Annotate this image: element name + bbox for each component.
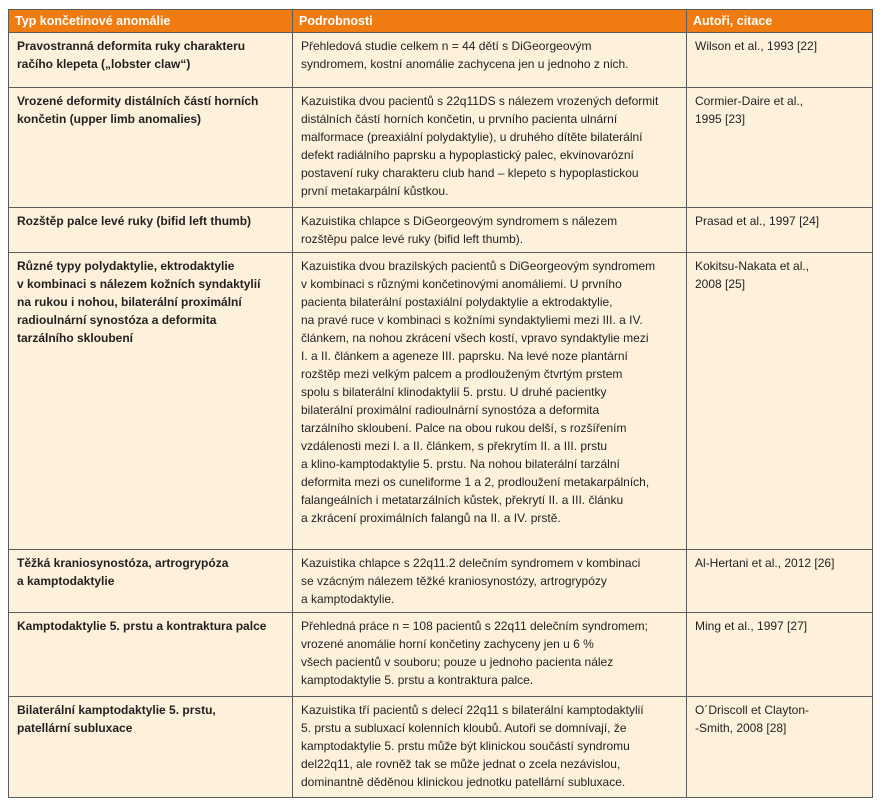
table-row: [9, 613, 873, 697]
anomaly-type-cell: Pravostranná deformita ruky charakteru račího klepeta („lobster claw“): [9, 33, 293, 88]
header-authors: Autoři, citace: [687, 10, 873, 33]
authors-cell: Wilson et al., 1993 [22]: [687, 33, 873, 88]
anomaly-type-cell: Rozštěp palce levé ruky (bifid left thumb): [9, 208, 293, 253]
table-row: [9, 253, 873, 550]
details-cell: Kazuistika dvou pacientů s 22q11DS s nálezem vrozených deformit distálních částí horních končetin, u prvního pacienta ulnární malformace (preaxiální polydaktylie), u druhého dítěte bilaterální defekt radiálního paprsku a hypoplastický palec, ekvinovarózní postavení ruky charakteru club hand – klepeto s hypoplastickou první metakarpální kůstkou.: [293, 88, 687, 208]
authors-cell: Al-Hertani et al., 2012 [26]: [687, 550, 873, 613]
table-row: [9, 550, 873, 613]
authors-cell: O´Driscoll et Clayton- -Smith, 2008 [28]: [687, 697, 873, 798]
table-row: [9, 33, 873, 88]
table-row: [9, 697, 873, 798]
details-cell: Přehledová studie celkem n = 44 dětí s DiGeorgeovým syndromem, kostní anomálie zachycena jen u jednoho z nich.: [293, 33, 687, 88]
limb-anomalies-table: [8, 9, 873, 798]
details-cell: Kazuistika tří pacientů s delecí 22q11 s bilaterální kamptodaktylií 5. prstu a subluxací kolenních kloubů. Autoři se domnívají, že kamptodaktylie 5. prstu může být klinickou součástí syndromu del22q11, ale rovněž tak se může jednat o zcela nezávislou, dominantně děděnou klinickou jednotku patellární subluxace.: [293, 697, 687, 798]
authors-cell: Cormier-Daire et al., 1995 [23]: [687, 88, 873, 208]
table-row: [9, 208, 873, 253]
table-row: [9, 88, 873, 208]
header-details: Podrobnosti: [293, 10, 687, 33]
anomaly-type-cell: Těžká kraniosynostóza, artrogrypóza a kamptodaktylie: [9, 550, 293, 613]
details-cell: Přehledná práce n = 108 pacientů s 22q11 delečním syndromem; vrozené anomálie horní končetiny zachyceny jen u 6 % všech pacientů v souboru; pouze u jednoho pacienta nález kamptodaktylie 5. prstu a kontraktura palce.: [293, 613, 687, 697]
header-anomaly-type: Typ končetinové anomálie: [9, 10, 293, 33]
anomaly-type-cell: Vrozené deformity distálních částí horních končetin (upper limb anomalies): [9, 88, 293, 208]
anomaly-type-cell: Kamptodaktylie 5. prstu a kontraktura palce: [9, 613, 293, 697]
details-cell: Kazuistika dvou brazilských pacientů s DiGeorgeovým syndromem v kombinaci s různými končetinovými anomáliemi. U prvního pacienta bilaterální postaxiální polydaktylie a ektrodaktylie, na pravé ruce v kombinaci s kožními syndaktyliemi mezi III. a IV. článkem, na nohou zkrácení všech kostí, vpravo syndaktylie mezi I. a II. článkem a ageneze III. paprsku. Na levé noze plantární rozštěp mezi velkým palcem a prodlouženým čtvrtým prstem spolu s bilaterální klinodaktylií 5. prstu. U druhé pacientky bilaterální proximální radioulnární synostóza a deformita tarzálního skloubení. Palce na obou rukou delší, s rozšířením vzdálenosti mezi I. a II. článkem, s překrytím II. a III. prstu a klino-kamptodaktylie 5. prstu. Na nohou bilaterální tarzální deformita mezi os cuneliforme 1 a 2, prodloužení metakarpálních, falangeálních i metatarzálních kůstek, překrytí II. a III. článku a zkrácení proximálních falangů na II. a IV. prstě.: [293, 253, 687, 550]
details-cell: Kazuistika chlapce s 22q11.2 delečním syndromem v kombinaci se vzácným nálezem těžké kraniosynostózy, artrogrypózy a kamptodaktylie.: [293, 550, 687, 613]
anomaly-type-cell: Různé typy polydaktylie, ektrodaktylie v kombinaci s nálezem kožních syndaktylií na rukou i nohou, bilaterální proximální radioulnární synostóza a deformita tarzálního skloubení: [9, 253, 293, 550]
anomaly-type-cell: Bilaterální kamptodaktylie 5. prstu, patellární subluxace: [9, 697, 293, 798]
authors-cell: Prasad et al., 1997 [24]: [687, 208, 873, 253]
authors-cell: Kokitsu-Nakata et al., 2008 [25]: [687, 253, 873, 550]
details-cell: Kazuistika chlapce s DiGeorgeovým syndromem s nálezem rozštěpu palce levé ruky (bifid left thumb).: [293, 208, 687, 253]
authors-cell: Ming et al., 1997 [27]: [687, 613, 873, 697]
table-header-row: [9, 10, 873, 33]
